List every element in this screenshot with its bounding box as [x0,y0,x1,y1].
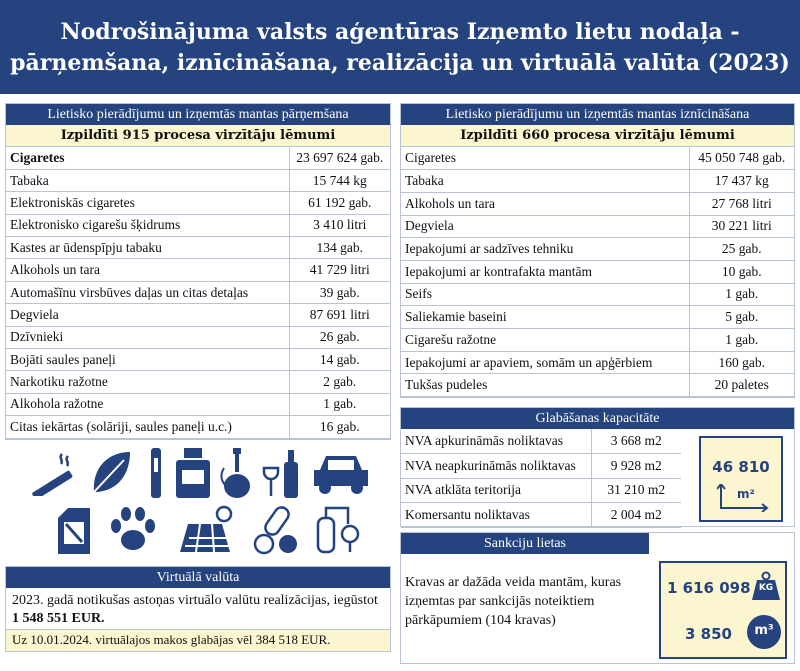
takeover-row [6,147,390,169]
storage-row-value: 9 928 m2 [591,454,681,479]
destruction-row [401,283,794,306]
solar-panel-icon [176,502,238,556]
destruction-row-value: 1 gab. [689,329,794,352]
storage-row-item: NVA neapkurināmās noliktavas [401,454,591,479]
tobacco-leaf-icon [88,448,134,496]
destruction-panel [400,103,795,398]
destruction-table [401,147,794,397]
destruction-row-value: 1 gab. [689,283,794,306]
takeover-row-value: 26 gab. [289,326,390,348]
virtual-note: Uz 10.01.2024. virtuālajos makos glabājas vēl 384 518 EUR. [6,630,390,651]
sanctions-volume: 3 850 [685,625,732,643]
storage-row-item: Komersantu noliktavas [401,503,591,528]
storage-total-unit: m² [737,487,755,501]
fuel-canister-icon [54,506,94,556]
takeover-row [6,326,390,348]
takeover-row [6,214,390,236]
destruction-row-value: 10 gab. [689,260,794,283]
takeover-row-value: 87 691 litri [289,304,390,326]
takeover-row [6,393,390,415]
drug-pills-icon [252,504,302,556]
takeover-subtitle: Izpildīti 915 procesa virzītāju lēmumi [6,125,390,147]
destruction-row-item: Saliekamie baseini [401,306,689,329]
storage-panel [400,407,795,527]
takeover-table [6,147,390,439]
takeover-row-item: Cigaretes [6,147,289,169]
destruction-row-item: Iepakojumi ar kontrafakta mantām [401,260,689,283]
takeover-row [6,416,390,438]
takeover-row-item: Citas iekārtas (solāriji, saules paneļi u.c.) [6,416,289,438]
takeover-row-value: 41 729 litri [289,259,390,281]
destruction-row-value: 17 437 kg [689,170,794,193]
takeover-row-item: Elektronisko cigarešu šķidrums [6,214,289,236]
takeover-row [6,371,390,393]
virtual-text-prefix: 2023. gadā notikušas astoņas virtuālo valūtu realizācijas, iegūstot [12,593,378,608]
destruction-row [401,192,794,215]
destruction-row-item: Cigaretes [401,147,689,170]
destruction-row-value: 160 gab. [689,351,794,374]
destruction-row-item: Tabaka [401,170,689,193]
virtual-currency-panel [5,566,391,652]
takeover-row [6,192,390,214]
takeover-row [6,259,390,281]
storage-row-item: NVA apkurināmās noliktavas [401,429,591,454]
destruction-row-value: 45 050 748 gab. [689,147,794,170]
destruction-row-item: Iepakojumi ar apaviem, somām un apģērbiem [401,351,689,374]
hookah-icon [220,448,254,500]
takeover-row [6,304,390,326]
sanctions-weight: 1 616 098 [667,579,751,597]
car-icon [310,452,372,496]
storage-row-item: NVA atklāta teritorija [401,478,591,503]
storage-row-value: 2 004 m2 [591,503,681,528]
cigarette-icon [32,450,76,496]
vape-liquid-icon [174,448,212,498]
storage-row [401,454,681,479]
weight-unit: KG [758,583,774,593]
takeover-row-item: Tabaka [6,169,289,191]
sanctions-panel [400,532,795,664]
takeover-row-item: Narkotiku ražotne [6,371,289,393]
takeover-row [6,349,390,371]
takeover-row [6,237,390,259]
takeover-row-value: 1 gab. [289,393,390,415]
takeover-title: Lietisko pierādījumu un izņemtās mantas pārņemšana [6,104,390,125]
destruction-row-value: 20 paletes [689,374,794,397]
storage-total: 46 810 [712,458,770,476]
destruction-row [401,351,794,374]
takeover-row-item: Kastes ar ūdenspīpju tabaku [6,237,289,259]
storage-row-value: 31 210 m2 [591,478,681,503]
takeover-row-value: 16 gab. [289,416,390,438]
takeover-row-value: 134 gab. [289,237,390,259]
sanctions-text: Kravas ar dažāda veida mantām, kuras izņemtas par sankcijās noteiktiem pārkāpumiem (104 kravas) [405,575,622,628]
takeover-panel [5,103,391,440]
takeover-row-item: Alkohola ražotne [6,393,289,415]
storage-row [401,503,681,528]
takeover-row-value: 3 410 litri [289,214,390,236]
storage-table [401,429,681,528]
takeover-row [6,281,390,303]
destruction-row [401,238,794,261]
sanctions-box [659,561,787,659]
page-title-line2: pārņemšana, iznīcināšana, realizācija un virtuālā valūta (2023) [10,50,790,76]
destruction-row-value: 30 221 litri [689,215,794,238]
destruction-row [401,260,794,283]
takeover-row-value: 61 192 gab. [289,192,390,214]
destruction-row [401,329,794,352]
destruction-title: Lietisko pierādījumu un izņemtās mantas iznīcināšana [401,104,794,125]
destruction-row-value: 27 768 litri [689,192,794,215]
takeover-row-value: 14 gab. [289,349,390,371]
storage-title: Glabāšanas kapacitāte [401,408,794,429]
virtual-title: Virtuālā valūta [6,567,390,588]
wine-bottle-icon [262,448,302,500]
virtual-text [6,588,390,630]
destruction-row-item: Iepakojumi ar sadzīves tehniku [401,238,689,261]
distillery-icon [312,504,364,556]
paw-icon [108,506,158,554]
takeover-row-item: Bojāti saules paneļi [6,349,289,371]
destruction-row-item: Seifs [401,283,689,306]
takeover-row-value: 23 697 624 gab. [289,147,390,169]
icons-area [30,448,370,558]
storage-row-value: 3 668 m2 [591,429,681,454]
takeover-row-item: Alkohols un tara [6,259,289,281]
destruction-row [401,215,794,238]
destruction-row-value: 25 gab. [689,238,794,261]
takeover-row [6,169,390,191]
storage-row [401,478,681,503]
storage-total-box [699,436,783,522]
virtual-amount: 1 548 551 EUR. [12,611,105,626]
page-header [0,0,800,94]
takeover-row-item: Dzīvnieki [6,326,289,348]
destruction-row-item: Alkohols un tara [401,192,689,215]
takeover-row-item: Degviela [6,304,289,326]
page-title-line1: Nodrošinājuma valsts aģentūras Izņemto lietu nodaļa - [60,19,740,45]
takeover-row-value: 2 gab. [289,371,390,393]
destruction-row [401,170,794,193]
e-cigarette-icon [148,448,164,498]
destruction-row-value: 5 gab. [689,306,794,329]
sanctions-title: Sankciju lietas [401,533,649,554]
takeover-row-value: 39 gab. [289,281,390,303]
destruction-row [401,306,794,329]
destruction-subtitle: Izpildīti 660 procesa virzītāju lēmumi [401,125,794,147]
takeover-row-item: Automašīnu virsbūves daļas un citas detaļas [6,281,289,303]
destruction-row-item: Degviela [401,215,689,238]
takeover-row-value: 15 744 kg [289,169,390,191]
destruction-row-item: Cigarešu ražotne [401,329,689,352]
storage-row [401,429,681,454]
destruction-row [401,147,794,170]
destruction-row [401,374,794,397]
takeover-row-item: Elektroniskās cigaretes [6,192,289,214]
destruction-row-item: Tukšas pudeles [401,374,689,397]
volume-unit: m³ [754,623,774,638]
